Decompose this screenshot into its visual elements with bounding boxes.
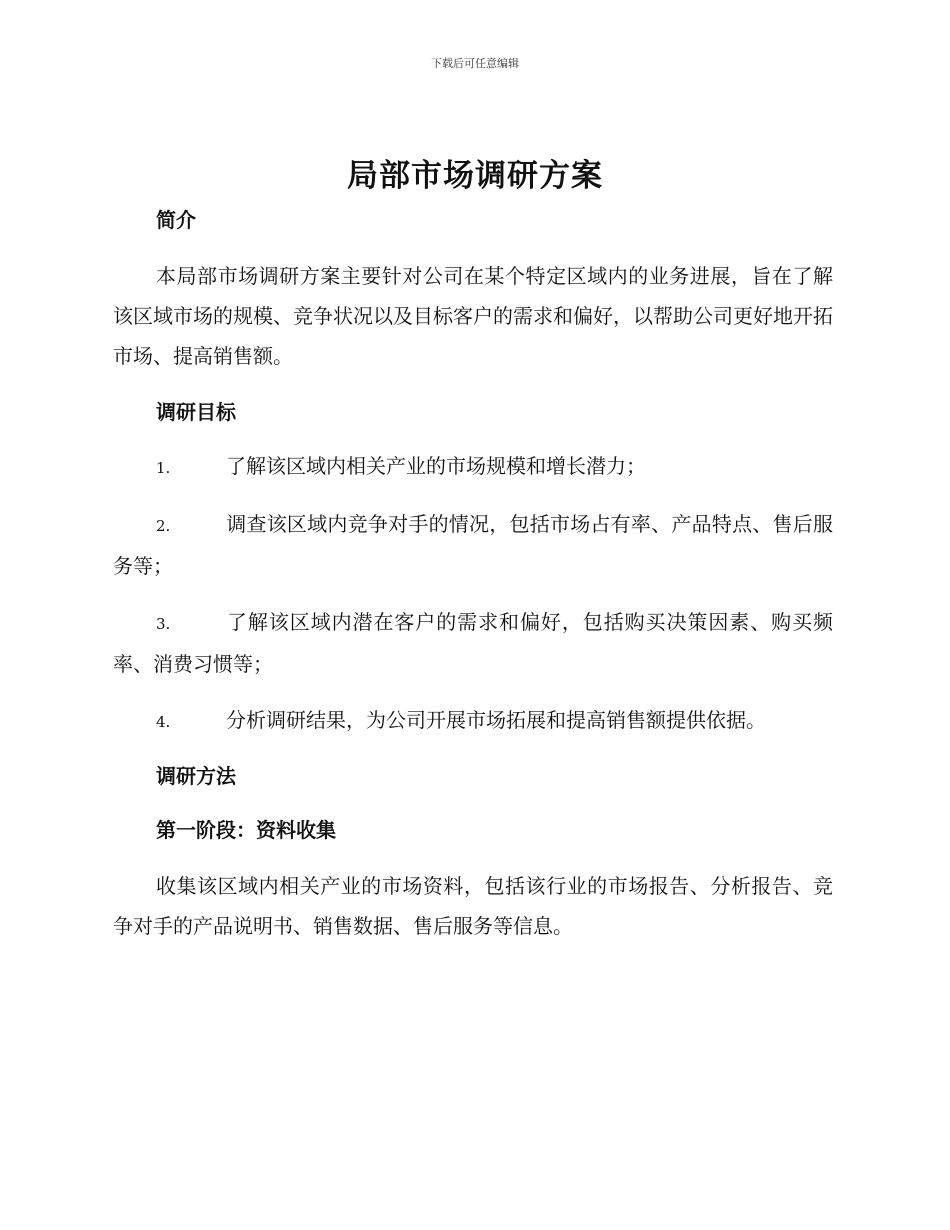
goals-heading: 调研目标 (156, 400, 236, 424)
phase1-paragraph: 收集该区域内相关产业的市场资料，包括该行业的市场报告、分析报告、竞争对手的产品说明书、销售数据、售后服务等信息。 (113, 874, 833, 938)
goal-number: 1. (156, 459, 171, 477)
phase1-heading: 第一阶段：资料收集 (156, 818, 336, 842)
goal-item (113, 602, 833, 684)
intro-paragraph: 本局部市场调研方案主要针对公司在某个特定区域内的业务进展，旨在了解该区域市场的规模、竞争状况以及目标客户的需求和偏好，以帮助公司更好地开拓市场、提高销售额。 (113, 264, 833, 368)
goal-item (113, 446, 833, 488)
document-title: 局部市场调研方案 (347, 158, 603, 194)
intro-heading: 简介 (156, 208, 196, 232)
goal-number: 4. (156, 713, 171, 731)
goal-text: 调查该区域内竞争对手的情况，包括市场占有率、产品特点、售后服务等； (113, 512, 833, 578)
goal-text: 分析调研结果，为公司开展市场拓展和提高销售额提供依据。 (226, 708, 766, 732)
methods-heading: 调研方法 (156, 764, 236, 788)
goal-text: 了解该区域内潜在客户的需求和偏好，包括购买决策因素、购买频率、消费习惯等； (113, 610, 833, 676)
goal-item (113, 700, 833, 742)
goal-text: 了解该区域内相关产业的市场规模和增长潜力； (226, 454, 646, 478)
goal-number: 3. (156, 615, 171, 633)
header-note: 下载后可任意编辑 (431, 57, 519, 70)
goal-item (113, 504, 833, 586)
goal-number: 2. (156, 517, 171, 535)
document-body (113, 200, 833, 946)
